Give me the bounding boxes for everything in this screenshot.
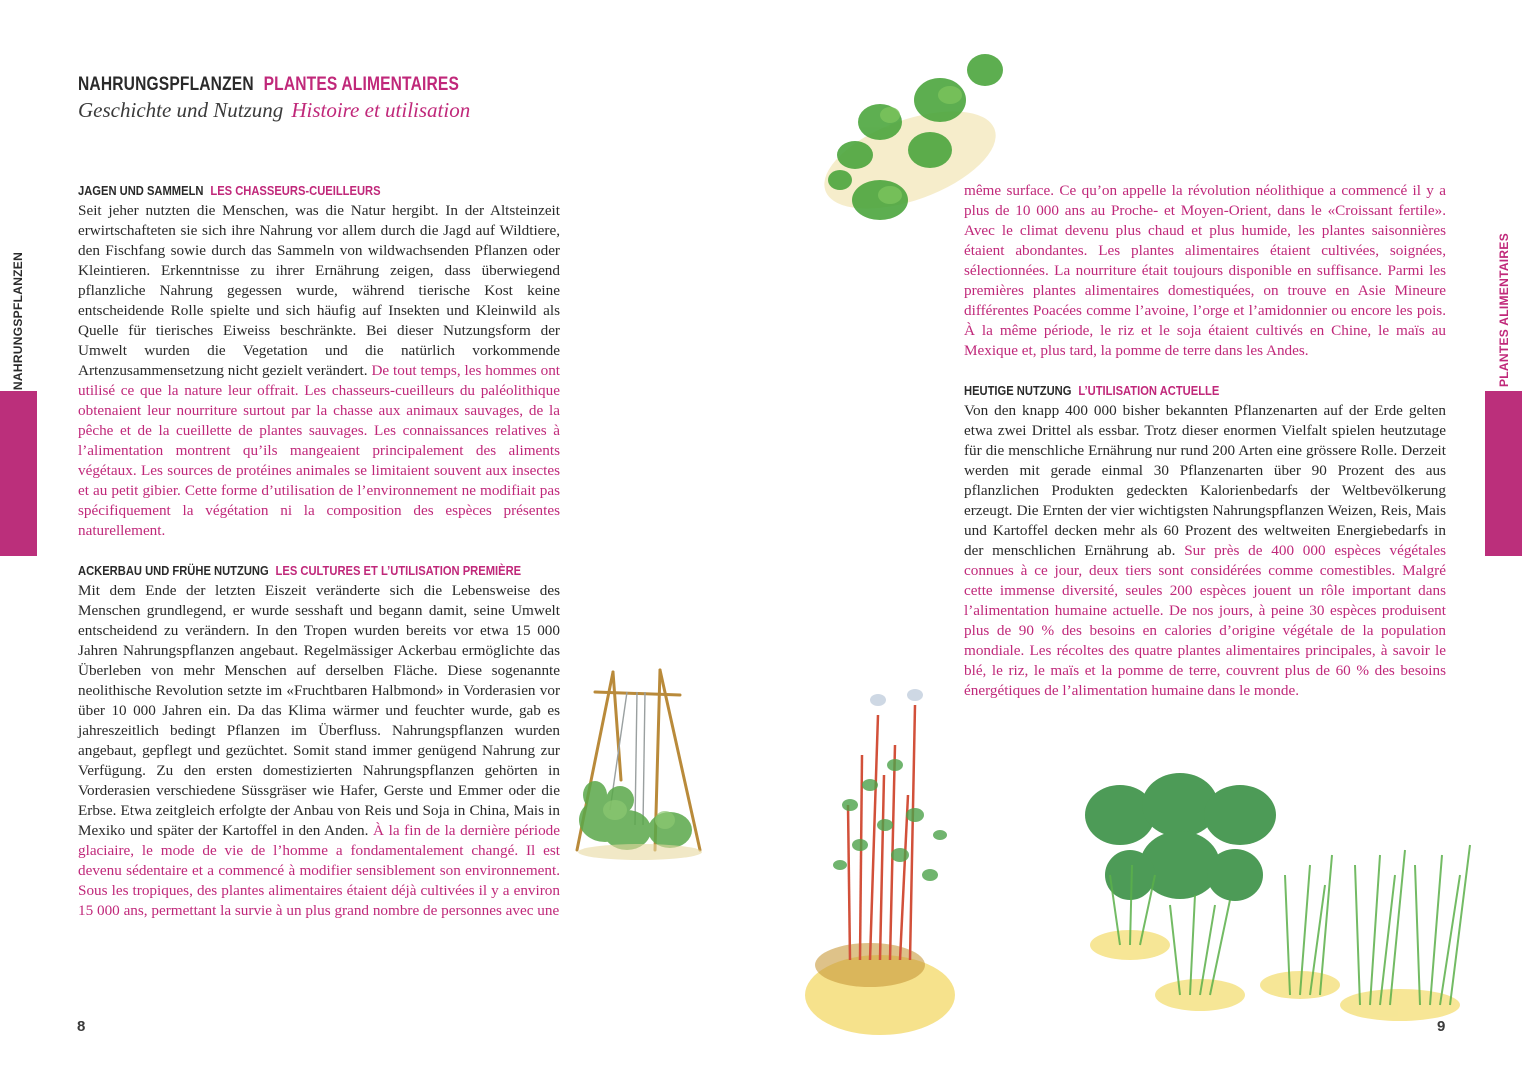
body-text-de: Mit dem Ende der letzten Eiszeit veränderte sich die Lebensweise des Menschen grundlegend, er wurde sesshaft und begann damit, seine Umwelt entscheidend zu verändern. In den Tropen wurden bereits vor etwa 15 000 Jahren Nahrungspflanzen angebaut. Regelmässiger Ackerbau ermöglichte das Überleben von mehr Menschen auf derselben Fläche. Diese sogenannte neolithische Revolution setzte im «Fruchtbaren Halbmond» in Vorderasien vor über 10 000 Jahren ein. Da das Klima wärmer und feuchter wurde, gab es jahreszeitlich bedingt Pflanzen im Überfluss. Nahrungspflanzen wurden angebaut, gepflegt und gezüchtet. Somit stand immer genügend Nahrung zur Verfügung. Zu den ersten domestizierten Nahrungspflanzen gehörten in Vorderasien verschiedene Süssgräser wie Hafer, Gerste und Emmer oder die Erbse. Etwa zeitgleich erfolgte der Anbau von Reis und Soja in China, Mais in Mexiko und später der Kartoffel in den Anden.: [78, 582, 560, 839]
side-tab-label-left: NAHRUNGSPFLANZEN: [11, 251, 25, 390]
section-heading-current-use: HEUTIGE NUTZUNG L’UTILISATION ACTUELLE: [964, 383, 1220, 398]
pea-trellis-illustration: [565, 660, 715, 870]
page-subtitle-de: Geschichte und Nutzung: [78, 98, 284, 122]
page-title-de: NAHRUNGSPFLANZEN: [78, 74, 254, 95]
page-number-left: 8: [77, 1018, 86, 1035]
side-tab-label-right: PLANTES ALIMENTAIRES: [1497, 232, 1511, 388]
section-body-agriculture-continued: [964, 181, 1446, 361]
side-tab-left: [0, 391, 37, 556]
body-text-de: Seit jeher nutzten die Menschen, was die Natur hergibt. In der Altsteinzeit erwirtschafteten sie sich ihre Nahrung vor allem durch die Jagd auf Wildtiere, den Fischfang sowie durch das Sammeln von wildwachsenden Pflanzen oder Kleintieren. Erkenntnisse zu ihrer Ernährung zeigen, dass überwiegend pflanzliche Nahrung gegessen wurde, während tierische Kost keine entscheidende Rolle spielte und sich häufig auf Insekten und Kleinwild als Quelle für tierisches Eiweiss beschränkte. Bei dieser Nutzungsform der Umwelt wurden die Vegetation und die natürlich vorkommende Artenzusammensetzung nicht gezielt verändert.: [78, 202, 560, 379]
body-text-fr: Sur près de 400 000 espèces végétales connues à ce jour, deux tiers sont considérées comme comestibles. Malgré cette immense diversité, seules 200 espèces jouent un rôle important dans l’alimentation humaine actuelle. De nos jours, à peine 30 espèces produisent plus de 90 % des besoins en calories d’origine végétale de la population mondiale. Les récoltes des quatre plantes alimentaires principales, à savoir le blé, le riz, le maïs et la pomme de terre, couvrent plus de 60 % des besoins énergétiques de l’alimentation humaine dans le monde.: [964, 542, 1446, 699]
body-text-fr: De tout temps, les hommes ont utilisé ce que la nature leur offrait. Les chasseurs-cueilleurs du paléolithique obtenaient leur nourriture surtout par la chasse aux animaux sauvages, de la pêche et de la cueillette de plantes sauvages. Les connaissances relatives à l’alimentation montrent qu’ils mangeaient principalement des aliments végétaux. Les sources de protéines animales se limitaient souvent aux insectes et au petit gibier. Cette forme d’utilisation de l’environnement ne modifiait pas spécifiquement la végétation ni la composition des espèces présentes naturellement.: [78, 362, 561, 539]
amaranth-plants-illustration: [800, 675, 970, 1045]
page-subtitle: [78, 98, 470, 123]
body-text-fr: même surface. Ce qu’on appelle la révolution néolithique a commencé il y a plus de 10 000 ans au Proche- et Moyen-Orient, dans le «Croissant fertile». Avec le climat devenu plus chaud et plus humide, les plantes saisonnières étaient abondantes. Les plantes alimentaires étaient cultivées, soignées, sélectionnées. La nourriture était toujours disponible en suffisance. Parmi les premières plantes alimentaires domestiquées, on trouve en Asie Mineure différentes Poacées comme l’avoine, l’orge et l’amidonnier ou encore les pois. À la même période, le riz et le soja étaient cultivés en Chine, le maïs au Mexique et, plus tard, la pomme de terre dans les Andes.: [964, 182, 1446, 359]
soy-and-rice-plants-illustration: [1070, 755, 1500, 1065]
section-body-agriculture: [78, 581, 560, 921]
section-body-hunting: [78, 201, 560, 541]
side-tab-right: [1485, 391, 1522, 556]
page-subtitle-fr: Histoire et utilisation: [291, 98, 471, 122]
body-text-de: Von den knapp 400 000 bisher bekannten Pflanzenarten auf der Erde gelten etwa zwei Drittel als essbar. Trotz dieser enormen Vielfalt spielen heutzutage für die menschliche Ernährung nur rund 200 Arten eine grössere Rolle. Derzeit werden mit gerade einmal 30 Pflanzenarten über 90 Prozent des aus pflanzlichen Produkten gedeckten Kalorienbedarfs der Weltbevölkerung erzeugt. Die Ernten der vier wichtigsten Nahrungspflanzen Weizen, Reis, Mais und Kartoffel decken mehr als 60 Prozent des weltweiten Energiebedarfs in der menschlichen Ernährung ab.: [964, 402, 1446, 559]
section-heading-agriculture: ACKERBAU UND FRÜHE NUTZUNG LES CULTURES ET L’UTILISATION PREMIÈRE: [78, 563, 522, 578]
section-heading-hunting: JAGEN UND SAMMELN LES CHASSEURS-CUEILLEURS: [78, 183, 381, 198]
page-title: [78, 74, 459, 96]
left-column: [78, 181, 560, 921]
body-text-fr: À la fin de la dernière période glaciaire, le mode de vie de l’homme a fondamentalement changé. Il est devenu sédentaire et a commencé à modifier sensiblement son environnement. Sous les tropiques, des plantes alimentaires étaient déjà cultivées il y a environ 15 000 ans, permettant la survie à un plus grand nombre de personnes avec une: [78, 822, 561, 919]
page-number-right: 9: [1437, 1018, 1446, 1035]
right-column: [964, 181, 1446, 701]
section-body-current-use: [964, 401, 1446, 701]
page-title-fr: PLANTES ALIMENTAIRES: [263, 74, 460, 95]
